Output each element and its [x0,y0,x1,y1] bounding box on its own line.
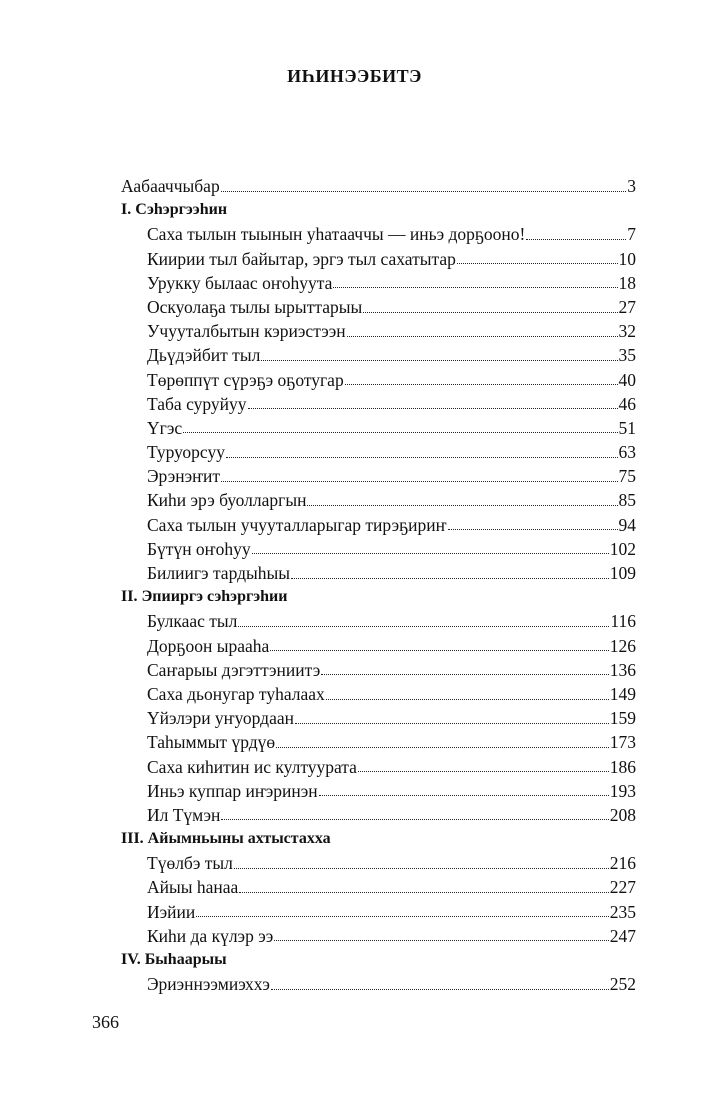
toc-entry[interactable] [121,755,636,779]
dot-leader [307,505,617,506]
dot-leader [252,553,609,554]
toc-entry[interactable] [121,609,636,633]
dot-leader [457,263,618,264]
toc-entry-title: Туруорсуу [147,442,225,463]
toc-entry[interactable] [121,803,636,827]
toc-entry-page: 126 [609,635,636,656]
toc-entry-page: 85 [618,490,636,511]
toc-entry[interactable] [121,440,636,464]
toc-entry-title: Таһыммыт үрдүө [147,732,276,753]
toc-entry-page: 7 [627,224,636,245]
dot-leader [261,360,617,361]
table-of-contents [121,174,636,996]
dot-leader [248,408,618,409]
toc-entry[interactable] [121,561,636,585]
toc-entry-title: Түөлбэ тыл [147,853,233,874]
section-heading: IV. Быһаарыы [121,951,227,968]
toc-entry[interactable] [121,319,636,343]
toc-entry-page: 35 [618,345,636,366]
toc-entry-page: 10 [618,248,636,269]
dot-leader [347,336,618,337]
toc-entry-title: Эриэннээмиэххэ [147,974,270,995]
dot-leader [526,239,626,240]
toc-entry-page: 186 [609,756,636,777]
toc-entry-page: 18 [618,272,636,293]
toc-entry-page: 27 [618,296,636,317]
toc-entry-title: Урукку былаас оҥоһуута [147,272,333,293]
toc-entry-title: Таба суруйуу [147,393,247,414]
dot-leader [271,989,609,990]
toc-entry-page: 136 [609,659,636,680]
toc-entry-title: Саха тылын тыынын уһатааччы — иньэ дорҕооно! [147,224,526,245]
toc-entry[interactable] [121,875,636,899]
toc-entry[interactable] [121,513,636,537]
toc-entry[interactable] [121,730,636,754]
toc-entry-title: Киһи эрэ буолларгын [147,490,307,511]
toc-entry-title: Эрэнэҥит [147,466,221,487]
dot-leader [319,795,609,796]
toc-entry[interactable] [121,464,636,488]
toc-entry-title: Булкаас тыл [147,611,238,632]
toc-entry-title: Саха киһитин ис култуурата [147,756,357,777]
section-heading: I. Сэһэргээһин [121,201,228,219]
toc-entry[interactable] [121,537,636,561]
dot-leader [276,747,609,748]
toc-entry-page: 216 [609,853,636,874]
toc-entry[interactable] [121,368,636,392]
dot-leader [345,384,618,385]
dot-leader [239,892,608,893]
dot-leader [234,868,609,869]
toc-entry-page: 51 [618,417,636,438]
toc-entry-title: Иэйии [147,901,196,922]
toc-entry-title: Саха дьонугар туһалаах [147,683,325,704]
dot-leader [321,674,609,675]
toc-entry-page: 32 [618,321,636,342]
toc-entry-intro[interactable] [121,174,636,198]
section-heading: II. Эпииргэ сэһэргэһии [121,588,288,606]
toc-entry[interactable] [121,851,636,875]
page-number: 366 [92,1012,119,1032]
toc-entry-title: Учууталбытын кэриэстээн [147,321,346,342]
dot-leader [358,771,609,772]
toc-entry-page: 247 [609,925,636,946]
toc-entry[interactable] [121,900,636,924]
toc-entry-page: 173 [609,732,636,753]
toc-entry-page: 116 [610,611,636,632]
toc-entry[interactable] [121,924,636,948]
toc-entry[interactable] [121,488,636,512]
section-heading: III. Айымньыны ахтыстахха [121,830,331,848]
dot-leader [295,723,609,724]
toc-entry-page: 109 [609,563,636,583]
toc-entry-page: 227 [609,877,636,898]
toc-entry[interactable] [121,247,636,271]
toc-entry-title: Саха тылын учууталларыгар тирэҕириҥ [147,514,447,535]
toc-entry[interactable] [121,972,636,996]
toc-entry-page: 40 [618,369,636,390]
toc-entry[interactable] [121,779,636,803]
toc-entry-title: Үгэс [147,417,183,438]
toc-entry[interactable] [121,682,636,706]
toc-entry[interactable] [121,706,636,730]
dot-leader [448,529,618,530]
toc-entry[interactable] [121,416,636,440]
dot-leader [326,699,609,700]
page-title: ИҺИНЭЭБИТЭ [287,66,422,86]
toc-entry-title: Үйэлэри уҥуордаан [147,708,294,729]
dot-leader [270,650,608,651]
toc-entry-title: Дорҕоон ырааһа [147,635,270,656]
toc-entry-page: 46 [618,393,636,414]
toc-entry[interactable] [121,271,636,295]
toc-entry-page: 235 [609,901,636,922]
dot-leader [221,191,627,192]
toc-entry[interactable] [121,295,636,319]
toc-entry-title: Киһи да күлэр ээ [147,925,274,946]
toc-entry-title: Билиигэ тардыһыы [147,563,291,583]
toc-entry-title: Төрөппүт сүрэҕэ оҕотугар [147,369,344,390]
toc-entry[interactable] [121,222,636,246]
toc-entry-title: Аабааччыбар [121,176,220,196]
toc-entry-page: 75 [618,466,636,487]
toc-entry-title: Саҥарыы дэгэттэниитэ [147,659,321,680]
dot-leader [363,312,617,313]
dot-leader [238,626,609,627]
toc-entry-title: Ил Түмэн [147,804,221,825]
dot-leader [333,287,617,288]
toc-entry-page: 208 [609,804,636,825]
toc-entry-page: 159 [609,708,636,729]
dot-leader [221,481,617,482]
dot-leader [183,432,617,433]
toc-entry[interactable] [121,634,636,658]
toc-entry-page: 193 [609,780,636,801]
toc-entry-page: 252 [609,974,636,995]
dot-leader [274,940,609,941]
toc-entry[interactable] [121,658,636,682]
toc-entry-page: 102 [609,538,636,559]
toc-entry-title: Иньэ куппар иҥэринэн [147,780,318,801]
toc-entry-page: 63 [618,442,636,463]
toc-entry-title: Бүтүн оҥоһуу [147,538,251,559]
toc-entry-title: Дьүдэйбит тыл [147,345,261,366]
toc-entry-page: 3 [627,176,636,196]
toc-entry[interactable] [121,392,636,416]
toc-entry-page: 149 [609,683,636,704]
toc-entry[interactable] [121,343,636,367]
toc-entry-title: Оскуолаҕа тылы ырыттарыы [147,296,363,317]
dot-leader [226,457,618,458]
dot-leader [221,819,608,820]
toc-entry-page: 94 [618,514,636,535]
dot-leader [196,916,609,917]
toc-entry-title: Айыы һанаа [147,877,239,898]
toc-entry-title: Киирии тыл байытар, эргэ тыл сахатытар [147,248,456,269]
dot-leader [291,578,609,579]
